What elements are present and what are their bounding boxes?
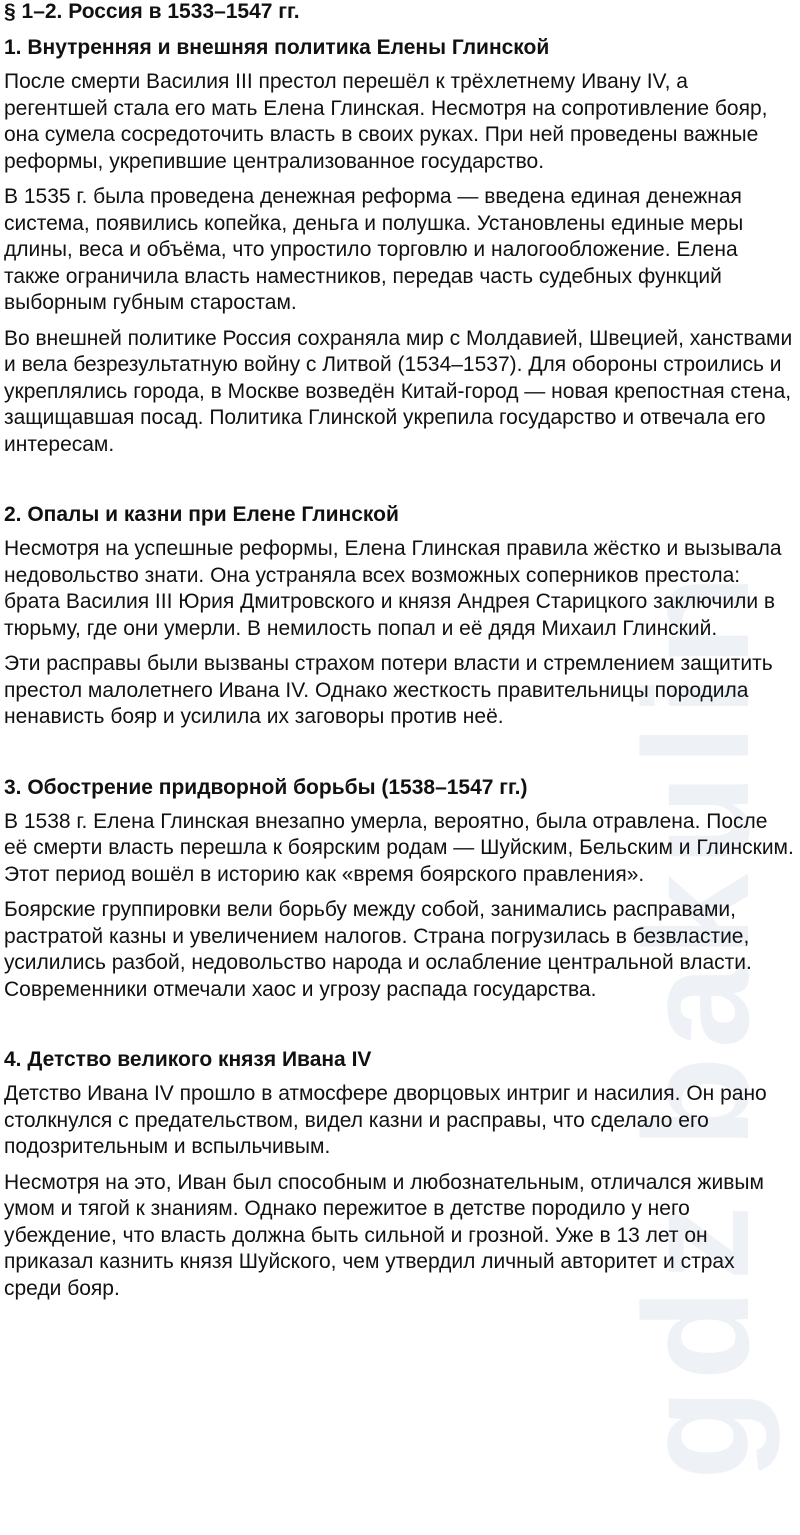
paragraph: Несмотря на это, Иван был способным и любознательным, отличался живым умом и тягой к знаниям. Однако пережитое в детстве породило у него убеждение, что власть должна быть сильной и грозной. Уже в 13 лет он приказал казнить князя Шуйского, чем утвердил личный авторитет и страх среди бояр. [4,1170,764,1300]
section-heading: 4. Детство великого князя Ивана IV [4,1048,372,1071]
section-heading: 2. Опалы и казни при Елене Глинской [4,503,399,526]
section-2 [4,502,796,731]
section-heading: 3. Обострение придворной борьбы (1538–1547 гг.) [4,775,528,799]
paragraph: Эти расправы были вызваны страхом потери власти и стремлением защитить престол малолетнего Ивана IV. Однако жесткость правительницы породила ненависть бояр и усилила их заговоры против неё. [4,652,773,728]
paragraph: Боярские группировки вели борьбу между собой, занимались расправами, растратой казны и увеличением налогов. Страна погрузилась в безвластие, усилились разбой, недовольство народа и ослабление центральной власти. Современники отмечали хаос и угрозу распада государства. [4,898,752,1001]
watermark-text-1: gdz bakulin [612,567,780,1480]
paragraph: Детство Ивана IV прошло в атмосфере дворцовых интриг и насилия. Он рано столкнулся с предательством, видел казни и расправы, что сделало его подозрительным и вспыльчивым. [4,1082,767,1158]
section-3 [4,775,796,1004]
paragraph: Несмотря на успешные реформы, Елена Глинская правила жёстко и вызывала недовольство знати. Она устраняла всех возможных соперников престола: брата Василия III Юрия Дмитровского и князя Андрея Старицкого заключили в тюрьму, где они умерли. В немилость попал и её дядя Михаил Глинский. [4,537,782,640]
paragraph: Во внешней политике Россия сохраняла мир с Молдавией, Швецией, ханствами и вела безрезультатную войну с Литвой (1534–1537). Для обороны строились и укреплялись города, в Москве возведён Китай-город — новая крепостная стена, защищавшая посад. Политика Глинской укрепила государство и отвечала его интересам. [4,326,793,456]
paragraph: После смерти Василия III престол перешёл к трёхлетнему Ивану IV, а регентшей стала его мать Елена Глинская. Несмотря на сопротивление бояр, она сумела сосредоточить власть в своих руках. При ней проведены важные реформы, укрепившие централизованное государство. [4,70,768,173]
section-heading: 1. Внутренняя и внешняя политика Елены Глинской [4,36,550,59]
paragraph: В 1535 г. была проведена денежная реформа — введена единая денежная система, появились копейка, деньга и полушка. Установлены единые меры длины, веса и объёма, что упростило торговлю и налогообложение. Елена также ограничила власть наместников, передав часть судебных функций выборным губным старостам. [4,185,744,314]
paragraph: В 1538 г. Елена Глинская внезапно умерла, вероятно, была отравлена. После её смерти власть перешла к боярским родам — Шуйским, Бельским и Глинским. Этот период вошёл в историю как «время боярского правления». [4,809,794,886]
section-1 [4,35,796,458]
section-4 [4,1047,796,1302]
page-title: § 1–2. Россия в 1533–1547 гг. [4,0,300,23]
